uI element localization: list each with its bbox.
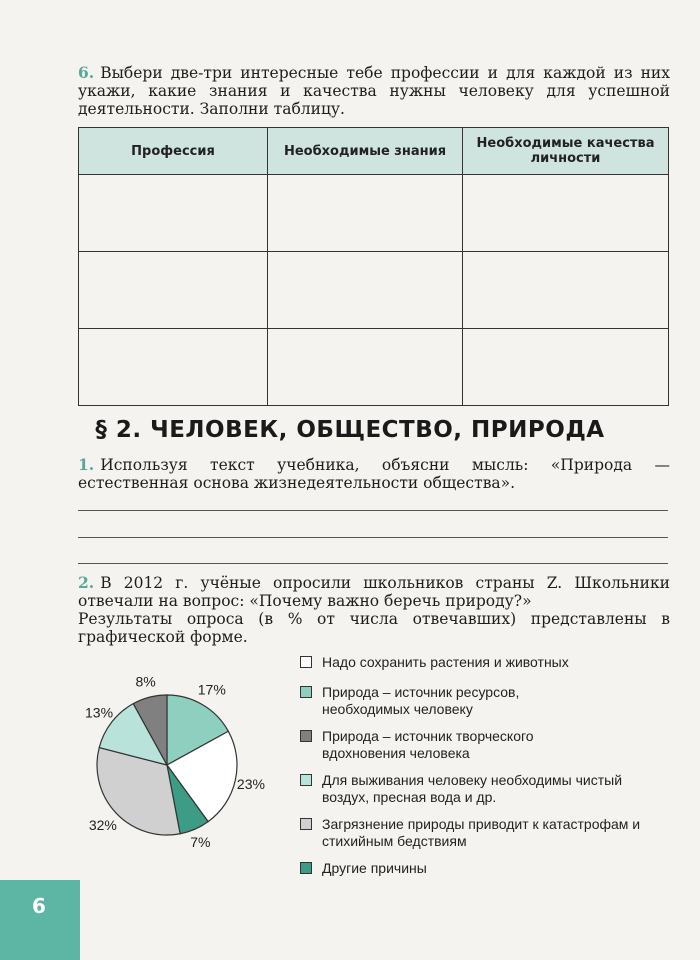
- task-1: [78, 456, 670, 492]
- legend-swatch: [300, 818, 312, 830]
- profession-table-container: [78, 127, 668, 399]
- legend-label: Природа – источник ресурсов, необходимых человеку: [322, 684, 520, 717]
- pie-slice-label: 17%: [197, 681, 226, 698]
- legend-swatch: [300, 774, 312, 786]
- task-2-text-line1: В 2012 г. учёные опросили школьников страны Z. Школьники отвечали на вопрос: «Почему важно беречь природу?»: [78, 574, 670, 610]
- table-cell[interactable]: [268, 252, 463, 329]
- table-cell[interactable]: [268, 329, 463, 406]
- pie-slice-label: 13%: [85, 704, 114, 721]
- legend-swatch: [300, 730, 312, 742]
- profession-table: [78, 127, 669, 406]
- legend-label: Загрязнение природы приводит к катастрофам и стихийным бедствиям: [322, 816, 641, 849]
- page-number: 6: [32, 894, 46, 918]
- table-cell[interactable]: [463, 329, 669, 406]
- table-cell[interactable]: [79, 329, 268, 406]
- table-cell[interactable]: [79, 252, 268, 329]
- task-1-number: 1.: [78, 455, 95, 474]
- section-heading: § 2. ЧЕЛОВЕК, ОБЩЕСТВО, ПРИРОДА: [95, 417, 605, 443]
- table-header-row: [79, 128, 669, 175]
- table-cell[interactable]: [463, 252, 669, 329]
- table-header-profession: Профессия: [79, 128, 268, 175]
- task-6-text: Выбери две-три интересные тебе профессии и для каждой из них укажи, какие знания и качества нужны человеку для успешной деятельности. Заполни таблицу.: [78, 64, 670, 118]
- task-6-number: 6.: [78, 63, 95, 82]
- pie-chart: [60, 670, 290, 870]
- pie-slice-label: 7%: [190, 834, 211, 851]
- table-row: [79, 252, 669, 329]
- table-header-qualities: Необходимые качества личности: [463, 128, 669, 175]
- legend-label: Природа – источник творческого вдохновения человека: [322, 728, 534, 761]
- legend-label: Для выживания человеку необходимы чистый воздух, пресная вода и др.: [322, 772, 623, 805]
- table-header-knowledge: Необходимые знания: [268, 128, 463, 175]
- table-row: [79, 329, 669, 406]
- table-cell[interactable]: [463, 175, 669, 252]
- task-2-text-line2: Результаты опроса (в % от числа отвечавших) представлены в графической форме.: [78, 610, 670, 646]
- table-cell[interactable]: [79, 175, 268, 252]
- legend-swatch: [300, 686, 312, 698]
- legend-swatch: [300, 656, 312, 668]
- table-row: [79, 175, 669, 252]
- table-cell[interactable]: [268, 175, 463, 252]
- answer-line[interactable]: [78, 510, 668, 511]
- page-number-tab: [0, 880, 80, 960]
- answer-line[interactable]: [78, 537, 668, 538]
- task-2: [78, 574, 670, 646]
- legend-label: Другие причины: [322, 860, 427, 876]
- task-6: [78, 64, 670, 118]
- legend-label: Надо сохранить растения и животных: [322, 654, 569, 670]
- task-2-number: 2.: [78, 573, 95, 592]
- answer-line[interactable]: [78, 563, 668, 564]
- pie-slice-label: 23%: [236, 775, 265, 792]
- task-1-text: Используя текст учебника, объясни мысль: «Природа — естественная основа жизнедеятельности общества».: [78, 456, 670, 492]
- legend-swatch: [300, 862, 312, 874]
- pie-slice-label: 32%: [88, 817, 117, 834]
- pie-slice-label: 8%: [135, 673, 156, 690]
